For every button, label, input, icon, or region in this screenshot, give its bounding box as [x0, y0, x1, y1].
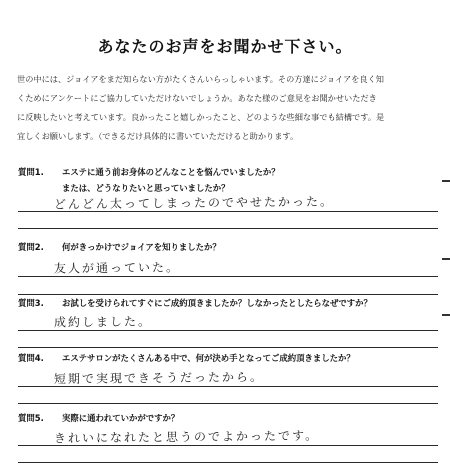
answer-line [18, 403, 438, 404]
scan-edge-mark [442, 314, 450, 316]
scan-edge-mark [442, 258, 450, 260]
question-2-text: 何がきっかけでジョイアを知りましたか？ [62, 242, 221, 252]
answer-line [18, 211, 438, 212]
intro-line: に反映したいと考えています。良かったこと嬉しかったこと、どのような些細な事でも結構です。是 [17, 112, 385, 122]
question-4-text: エステサロンがたくさんある中で、何が決め手となってご成約頂きましたか？ [62, 353, 355, 363]
question-1-text: エステに通う前お身体のどんなことを悩んでいましたか？ [62, 167, 280, 177]
answer-line [18, 276, 438, 277]
scan-edge-mark [442, 180, 450, 182]
answer-line [18, 228, 438, 229]
answer-line [18, 347, 438, 348]
page-title: あなたのお声をお聞かせ下さい。 [97, 37, 353, 56]
question-5-text: 実際に通われていかがですか？ [62, 413, 180, 423]
question-3-answer: 成約しました。 [53, 314, 153, 330]
question-5-label: 質問5. [18, 413, 44, 423]
question-2-answer: 友人が通っていた。 [53, 260, 181, 276]
question-2-label: 質問2. [18, 242, 44, 252]
answer-line [18, 294, 438, 295]
intro-line: くためにアンケートにご協力していただけないでしょうか。あなた様のご意見をお聞かせいただき [17, 93, 377, 103]
question-3-text: お試しを受けられてすぐにご成約頂きましたか？しなかったとしたらなぜですか？ [62, 298, 372, 308]
intro-paragraph [17, 70, 443, 146]
answer-line [18, 445, 438, 446]
question-5-answer: きれいになれたと思うのでよかったです。 [53, 428, 320, 446]
question-1-label: 質問1. [18, 167, 44, 177]
answer-line [18, 330, 438, 331]
question-4-label: 質問4. [18, 353, 44, 363]
intro-line: 宜しくお願いします。（できるだけ具体的に書いていただけると助かります。 [17, 131, 299, 141]
question-1-text-2: または、どうなりたいと思っていましたか？ [62, 183, 230, 193]
answer-line [18, 386, 438, 387]
question-3-label: 質問3. [18, 298, 44, 308]
intro-line: 世の中には、ジョイアをまだ知らない方がたくさんいらっしゃいます。その方達にジョイアを良く知 [17, 74, 384, 84]
question-4-answer: 短期で実現できそうだったから。 [53, 369, 265, 387]
answer-line [18, 462, 438, 463]
question-1-answer: どんどん太ってしまったのでやせたかった。 [53, 194, 335, 212]
